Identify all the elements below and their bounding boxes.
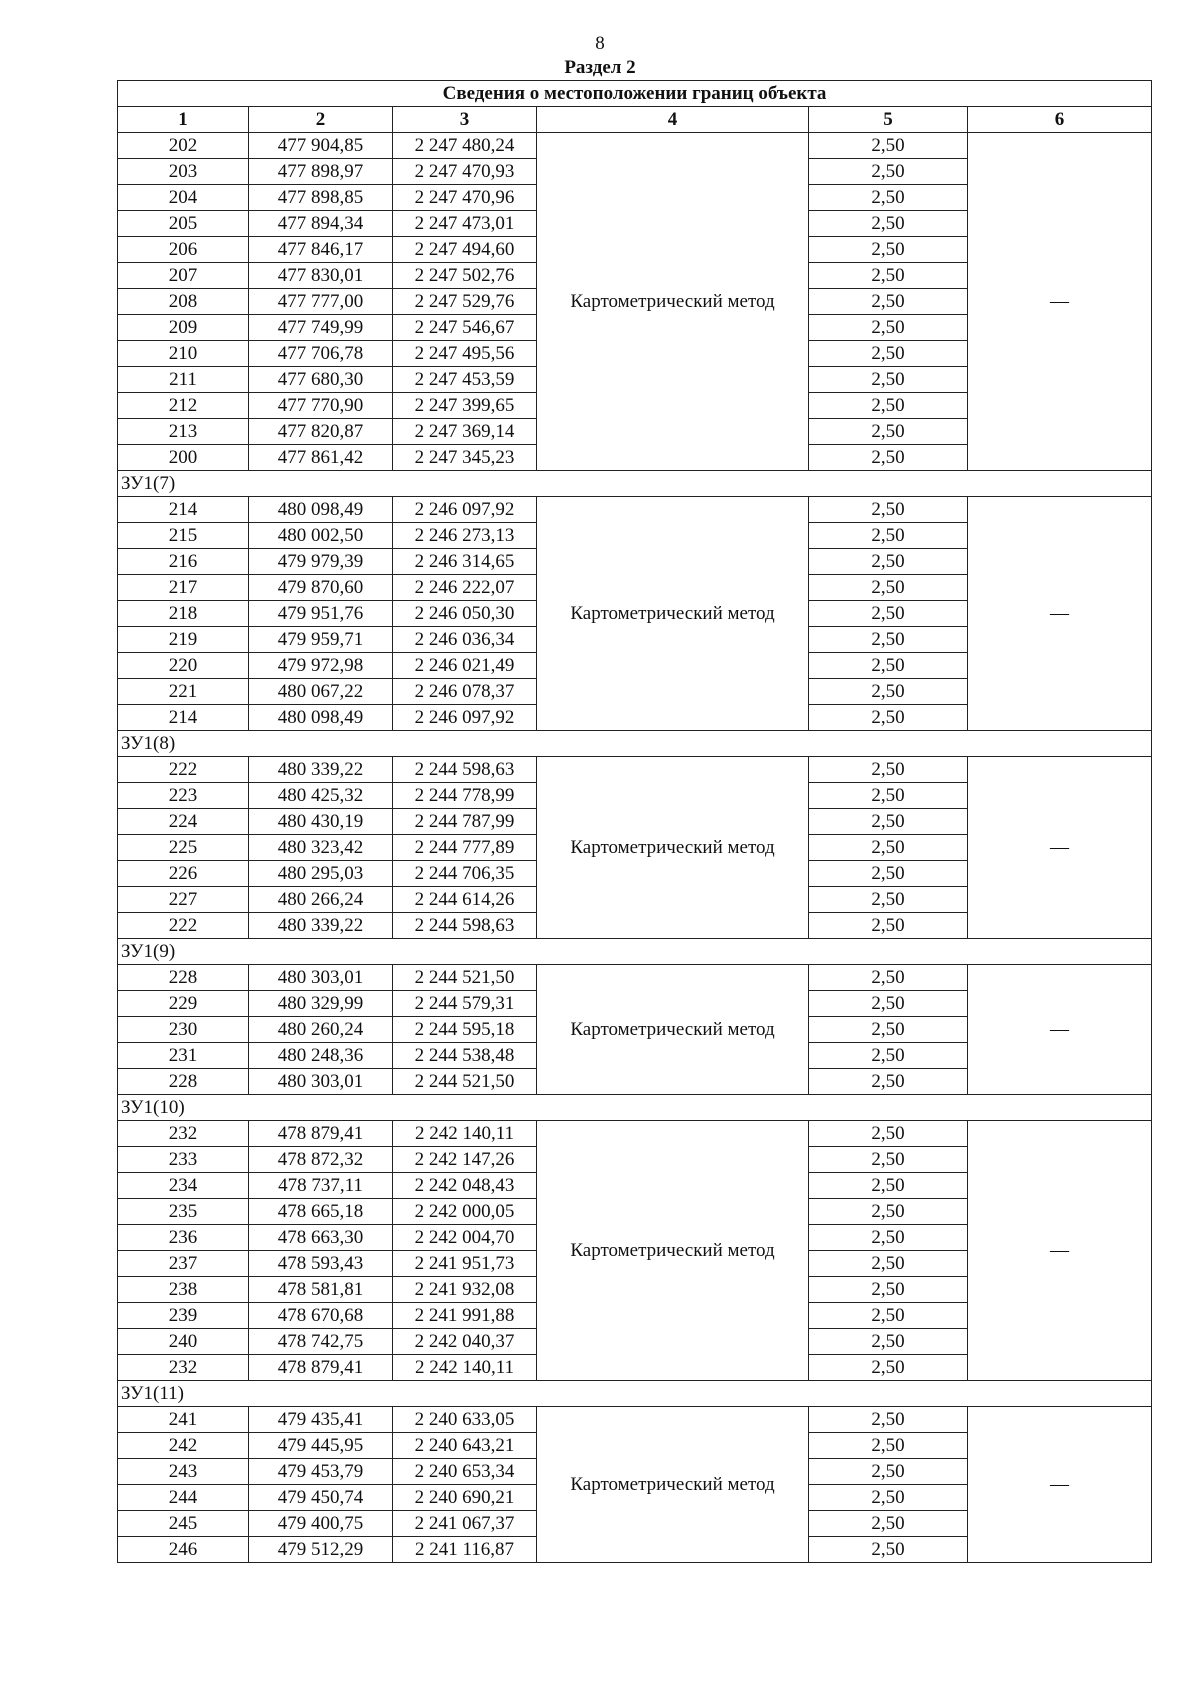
column-header: 1: [118, 107, 249, 133]
coordinate-y-cell: 2 246 078,37: [393, 679, 537, 705]
coordinate-x-cell: 478 737,11: [249, 1173, 393, 1199]
accuracy-cell: 2,50: [809, 159, 968, 185]
coordinate-y-cell: 2 244 538,48: [393, 1043, 537, 1069]
coordinate-x-cell: 477 898,97: [249, 159, 393, 185]
point-number-cell: 230: [118, 1017, 249, 1043]
coordinate-x-cell: 479 512,29: [249, 1537, 393, 1563]
column-header: 4: [537, 107, 809, 133]
point-number-cell: 221: [118, 679, 249, 705]
coordinate-y-cell: 2 242 040,37: [393, 1329, 537, 1355]
coordinate-y-cell: 2 246 314,65: [393, 549, 537, 575]
accuracy-cell: 2,50: [809, 1017, 968, 1043]
parcel-group-row: [118, 1095, 1152, 1121]
point-number-cell: 228: [118, 965, 249, 991]
point-number-cell: 244: [118, 1485, 249, 1511]
point-number-cell: 229: [118, 991, 249, 1017]
coordinate-y-cell: 2 246 222,07: [393, 575, 537, 601]
accuracy-cell: 2,50: [809, 627, 968, 653]
coordinate-x-cell: 480 303,01: [249, 965, 393, 991]
accuracy-cell: 2,50: [809, 913, 968, 939]
coordinate-y-cell: 2 247 453,59: [393, 367, 537, 393]
accuracy-cell: 2,50: [809, 549, 968, 575]
method-cell: Картометрический метод: [537, 757, 809, 939]
accuracy-cell: 2,50: [809, 1173, 968, 1199]
coordinate-y-cell: 2 244 614,26: [393, 887, 537, 913]
point-number-cell: 226: [118, 861, 249, 887]
coordinate-x-cell: 479 435,41: [249, 1407, 393, 1433]
accuracy-cell: 2,50: [809, 393, 968, 419]
coordinate-y-cell: 2 244 787,99: [393, 809, 537, 835]
coordinate-y-cell: 2 247 494,60: [393, 237, 537, 263]
coordinate-y-cell: 2 244 598,63: [393, 757, 537, 783]
coordinate-y-cell: 2 241 991,88: [393, 1303, 537, 1329]
point-number-cell: 222: [118, 757, 249, 783]
coordinate-y-cell: 2 244 521,50: [393, 1069, 537, 1095]
coordinate-x-cell: 477 861,42: [249, 445, 393, 471]
coordinate-x-cell: 477 830,01: [249, 263, 393, 289]
coordinate-y-cell: 2 244 777,89: [393, 835, 537, 861]
point-number-cell: 218: [118, 601, 249, 627]
point-number-cell: 217: [118, 575, 249, 601]
accuracy-cell: 2,50: [809, 1147, 968, 1173]
note-cell: —: [968, 497, 1152, 731]
coordinate-x-cell: 478 581,81: [249, 1277, 393, 1303]
point-number-cell: 207: [118, 263, 249, 289]
table-row: [118, 497, 1152, 523]
point-number-cell: 212: [118, 393, 249, 419]
accuracy-cell: 2,50: [809, 523, 968, 549]
accuracy-cell: 2,50: [809, 991, 968, 1017]
accuracy-cell: 2,50: [809, 367, 968, 393]
method-cell: Картометрический метод: [537, 497, 809, 731]
coordinate-y-cell: 2 244 706,35: [393, 861, 537, 887]
accuracy-cell: 2,50: [809, 263, 968, 289]
point-number-cell: 202: [118, 133, 249, 159]
point-number-cell: 235: [118, 1199, 249, 1225]
coordinate-y-cell: 2 247 399,65: [393, 393, 537, 419]
accuracy-cell: 2,50: [809, 1043, 968, 1069]
coordinate-x-cell: 477 846,17: [249, 237, 393, 263]
accuracy-cell: 2,50: [809, 133, 968, 159]
note-cell: —: [968, 757, 1152, 939]
accuracy-cell: 2,50: [809, 809, 968, 835]
point-number-cell: 232: [118, 1121, 249, 1147]
coordinate-x-cell: 480 339,22: [249, 757, 393, 783]
accuracy-cell: 2,50: [809, 1225, 968, 1251]
coordinate-x-cell: 478 879,41: [249, 1355, 393, 1381]
accuracy-cell: 2,50: [809, 211, 968, 237]
coordinate-y-cell: 2 247 345,23: [393, 445, 537, 471]
point-number-cell: 200: [118, 445, 249, 471]
point-number-cell: 239: [118, 1303, 249, 1329]
coordinate-x-cell: 479 870,60: [249, 575, 393, 601]
point-number-cell: 240: [118, 1329, 249, 1355]
coordinate-x-cell: 480 323,42: [249, 835, 393, 861]
accuracy-cell: 2,50: [809, 315, 968, 341]
coordinate-x-cell: 480 260,24: [249, 1017, 393, 1043]
coordinate-x-cell: 478 742,75: [249, 1329, 393, 1355]
coordinate-y-cell: 2 244 778,99: [393, 783, 537, 809]
point-number-cell: 242: [118, 1433, 249, 1459]
method-cell: Картометрический метод: [537, 133, 809, 471]
boundary-coordinates-table: [117, 80, 1152, 1563]
coordinate-x-cell: 477 820,87: [249, 419, 393, 445]
coordinate-x-cell: 477 777,00: [249, 289, 393, 315]
coordinate-x-cell: 477 706,78: [249, 341, 393, 367]
coordinate-y-cell: 2 247 480,24: [393, 133, 537, 159]
coordinate-y-cell: 2 242 004,70: [393, 1225, 537, 1251]
coordinate-x-cell: 477 770,90: [249, 393, 393, 419]
point-number-cell: 233: [118, 1147, 249, 1173]
accuracy-cell: 2,50: [809, 575, 968, 601]
accuracy-cell: 2,50: [809, 861, 968, 887]
point-number-cell: 227: [118, 887, 249, 913]
point-number-cell: 234: [118, 1173, 249, 1199]
coordinate-x-cell: 480 248,36: [249, 1043, 393, 1069]
note-cell: —: [968, 133, 1152, 471]
accuracy-cell: 2,50: [809, 1407, 968, 1433]
coordinate-x-cell: 478 670,68: [249, 1303, 393, 1329]
coordinate-x-cell: 480 002,50: [249, 523, 393, 549]
method-cell: Картометрический метод: [537, 965, 809, 1095]
accuracy-cell: 2,50: [809, 185, 968, 211]
accuracy-cell: 2,50: [809, 653, 968, 679]
point-number-cell: 215: [118, 523, 249, 549]
coordinate-y-cell: 2 242 140,11: [393, 1355, 537, 1381]
coordinate-y-cell: 2 241 116,87: [393, 1537, 537, 1563]
column-header-row: [118, 107, 1152, 133]
coordinate-y-cell: 2 241 932,08: [393, 1277, 537, 1303]
coordinate-x-cell: 480 430,19: [249, 809, 393, 835]
accuracy-cell: 2,50: [809, 1485, 968, 1511]
coordinate-x-cell: 477 898,85: [249, 185, 393, 211]
accuracy-cell: 2,50: [809, 887, 968, 913]
coordinate-y-cell: 2 240 633,05: [393, 1407, 537, 1433]
accuracy-cell: 2,50: [809, 1251, 968, 1277]
coordinate-x-cell: 479 450,74: [249, 1485, 393, 1511]
coordinate-x-cell: 479 979,39: [249, 549, 393, 575]
accuracy-cell: 2,50: [809, 1511, 968, 1537]
coordinate-x-cell: 478 665,18: [249, 1199, 393, 1225]
parcel-label: ЗУ1(10): [118, 1095, 1152, 1121]
accuracy-cell: 2,50: [809, 835, 968, 861]
point-number-cell: 219: [118, 627, 249, 653]
point-number-cell: 211: [118, 367, 249, 393]
coordinate-y-cell: 2 247 502,76: [393, 263, 537, 289]
point-number-cell: 237: [118, 1251, 249, 1277]
point-number-cell: 214: [118, 705, 249, 731]
column-header: 6: [968, 107, 1152, 133]
coordinate-x-cell: 480 067,22: [249, 679, 393, 705]
accuracy-cell: 2,50: [809, 1355, 968, 1381]
point-number-cell: 231: [118, 1043, 249, 1069]
coordinate-y-cell: 2 244 595,18: [393, 1017, 537, 1043]
method-cell: Картометрический метод: [537, 1407, 809, 1563]
coordinate-y-cell: 2 246 021,49: [393, 653, 537, 679]
table-body: [118, 81, 1152, 1563]
table-row: [118, 133, 1152, 159]
column-header: 3: [393, 107, 537, 133]
accuracy-cell: 2,50: [809, 341, 968, 367]
accuracy-cell: 2,50: [809, 237, 968, 263]
accuracy-cell: 2,50: [809, 419, 968, 445]
coordinate-x-cell: 479 445,95: [249, 1433, 393, 1459]
parcel-label: ЗУ1(8): [118, 731, 1152, 757]
coordinate-y-cell: 2 246 050,30: [393, 601, 537, 627]
coordinate-y-cell: 2 241 067,37: [393, 1511, 537, 1537]
point-number-cell: 232: [118, 1355, 249, 1381]
coordinate-x-cell: 479 951,76: [249, 601, 393, 627]
accuracy-cell: 2,50: [809, 289, 968, 315]
section-title: Раздел 2: [564, 57, 636, 78]
coordinate-y-cell: 2 244 598,63: [393, 913, 537, 939]
point-number-cell: 243: [118, 1459, 249, 1485]
coordinate-x-cell: 480 295,03: [249, 861, 393, 887]
coordinate-y-cell: 2 246 097,92: [393, 705, 537, 731]
point-number-cell: 241: [118, 1407, 249, 1433]
point-number-cell: 210: [118, 341, 249, 367]
point-number-cell: 213: [118, 419, 249, 445]
coordinate-y-cell: 2 246 273,13: [393, 523, 537, 549]
coordinate-y-cell: 2 240 690,21: [393, 1485, 537, 1511]
coordinate-y-cell: 2 244 521,50: [393, 965, 537, 991]
method-cell: Картометрический метод: [537, 1121, 809, 1381]
point-number-cell: 216: [118, 549, 249, 575]
table-row: [118, 1121, 1152, 1147]
accuracy-cell: 2,50: [809, 497, 968, 523]
accuracy-cell: 2,50: [809, 1277, 968, 1303]
accuracy-cell: 2,50: [809, 1433, 968, 1459]
accuracy-cell: 2,50: [809, 1303, 968, 1329]
coordinate-x-cell: 478 872,32: [249, 1147, 393, 1173]
coordinate-y-cell: 2 246 036,34: [393, 627, 537, 653]
coordinate-x-cell: 479 453,79: [249, 1459, 393, 1485]
table-row: [118, 965, 1152, 991]
coordinate-x-cell: 480 098,49: [249, 705, 393, 731]
coordinate-y-cell: 2 247 470,96: [393, 185, 537, 211]
parcel-group-row: [118, 939, 1152, 965]
note-cell: —: [968, 1121, 1152, 1381]
point-number-cell: 236: [118, 1225, 249, 1251]
parcel-group-row: [118, 1381, 1152, 1407]
point-number-cell: 223: [118, 783, 249, 809]
coordinate-y-cell: 2 247 470,93: [393, 159, 537, 185]
coordinate-y-cell: 2 241 951,73: [393, 1251, 537, 1277]
parcel-label: ЗУ1(11): [118, 1381, 1152, 1407]
table-caption: Сведения о местоположении границ объекта: [118, 81, 1152, 107]
accuracy-cell: 2,50: [809, 445, 968, 471]
table-row: [118, 757, 1152, 783]
coordinate-x-cell: 480 303,01: [249, 1069, 393, 1095]
accuracy-cell: 2,50: [809, 1329, 968, 1355]
coordinate-y-cell: 2 247 546,67: [393, 315, 537, 341]
coordinate-x-cell: 479 959,71: [249, 627, 393, 653]
parcel-label: ЗУ1(7): [118, 471, 1152, 497]
point-number-cell: 246: [118, 1537, 249, 1563]
coordinate-x-cell: 477 904,85: [249, 133, 393, 159]
coordinate-x-cell: 478 593,43: [249, 1251, 393, 1277]
point-number-cell: 209: [118, 315, 249, 341]
point-number-cell: 208: [118, 289, 249, 315]
coordinate-y-cell: 2 240 643,21: [393, 1433, 537, 1459]
parcel-group-row: [118, 471, 1152, 497]
coordinate-y-cell: 2 242 000,05: [393, 1199, 537, 1225]
accuracy-cell: 2,50: [809, 1069, 968, 1095]
coordinate-x-cell: 479 400,75: [249, 1511, 393, 1537]
coordinate-y-cell: 2 244 579,31: [393, 991, 537, 1017]
accuracy-cell: 2,50: [809, 1459, 968, 1485]
coordinate-x-cell: 480 329,99: [249, 991, 393, 1017]
coordinate-y-cell: 2 247 495,56: [393, 341, 537, 367]
page-number: 8: [595, 33, 605, 54]
coordinate-y-cell: 2 242 147,26: [393, 1147, 537, 1173]
point-number-cell: 238: [118, 1277, 249, 1303]
coordinate-y-cell: 2 240 653,34: [393, 1459, 537, 1485]
coordinate-y-cell: 2 247 369,14: [393, 419, 537, 445]
point-number-cell: 206: [118, 237, 249, 263]
point-number-cell: 245: [118, 1511, 249, 1537]
coordinate-x-cell: 480 098,49: [249, 497, 393, 523]
parcel-group-row: [118, 731, 1152, 757]
coordinate-x-cell: 478 663,30: [249, 1225, 393, 1251]
accuracy-cell: 2,50: [809, 757, 968, 783]
column-header: 5: [809, 107, 968, 133]
accuracy-cell: 2,50: [809, 601, 968, 627]
parcel-label: ЗУ1(9): [118, 939, 1152, 965]
coordinate-x-cell: 479 972,98: [249, 653, 393, 679]
point-number-cell: 225: [118, 835, 249, 861]
point-number-cell: 220: [118, 653, 249, 679]
accuracy-cell: 2,50: [809, 965, 968, 991]
note-cell: —: [968, 965, 1152, 1095]
coordinate-y-cell: 2 247 529,76: [393, 289, 537, 315]
note-cell: —: [968, 1407, 1152, 1563]
coordinate-x-cell: 477 894,34: [249, 211, 393, 237]
accuracy-cell: 2,50: [809, 783, 968, 809]
point-number-cell: 205: [118, 211, 249, 237]
coordinate-x-cell: 477 749,99: [249, 315, 393, 341]
coordinate-y-cell: 2 247 473,01: [393, 211, 537, 237]
coordinate-x-cell: 478 879,41: [249, 1121, 393, 1147]
accuracy-cell: 2,50: [809, 679, 968, 705]
point-number-cell: 203: [118, 159, 249, 185]
coordinate-x-cell: 480 339,22: [249, 913, 393, 939]
coordinate-x-cell: 477 680,30: [249, 367, 393, 393]
table-caption-row: [118, 81, 1152, 107]
coordinate-y-cell: 2 242 048,43: [393, 1173, 537, 1199]
accuracy-cell: 2,50: [809, 1121, 968, 1147]
accuracy-cell: 2,50: [809, 705, 968, 731]
column-header: 2: [249, 107, 393, 133]
coordinate-x-cell: 480 266,24: [249, 887, 393, 913]
table-row: [118, 1407, 1152, 1433]
coordinate-y-cell: 2 242 140,11: [393, 1121, 537, 1147]
point-number-cell: 222: [118, 913, 249, 939]
accuracy-cell: 2,50: [809, 1199, 968, 1225]
accuracy-cell: 2,50: [809, 1537, 968, 1563]
coordinate-y-cell: 2 246 097,92: [393, 497, 537, 523]
point-number-cell: 204: [118, 185, 249, 211]
point-number-cell: 224: [118, 809, 249, 835]
point-number-cell: 214: [118, 497, 249, 523]
coordinate-x-cell: 480 425,32: [249, 783, 393, 809]
point-number-cell: 228: [118, 1069, 249, 1095]
